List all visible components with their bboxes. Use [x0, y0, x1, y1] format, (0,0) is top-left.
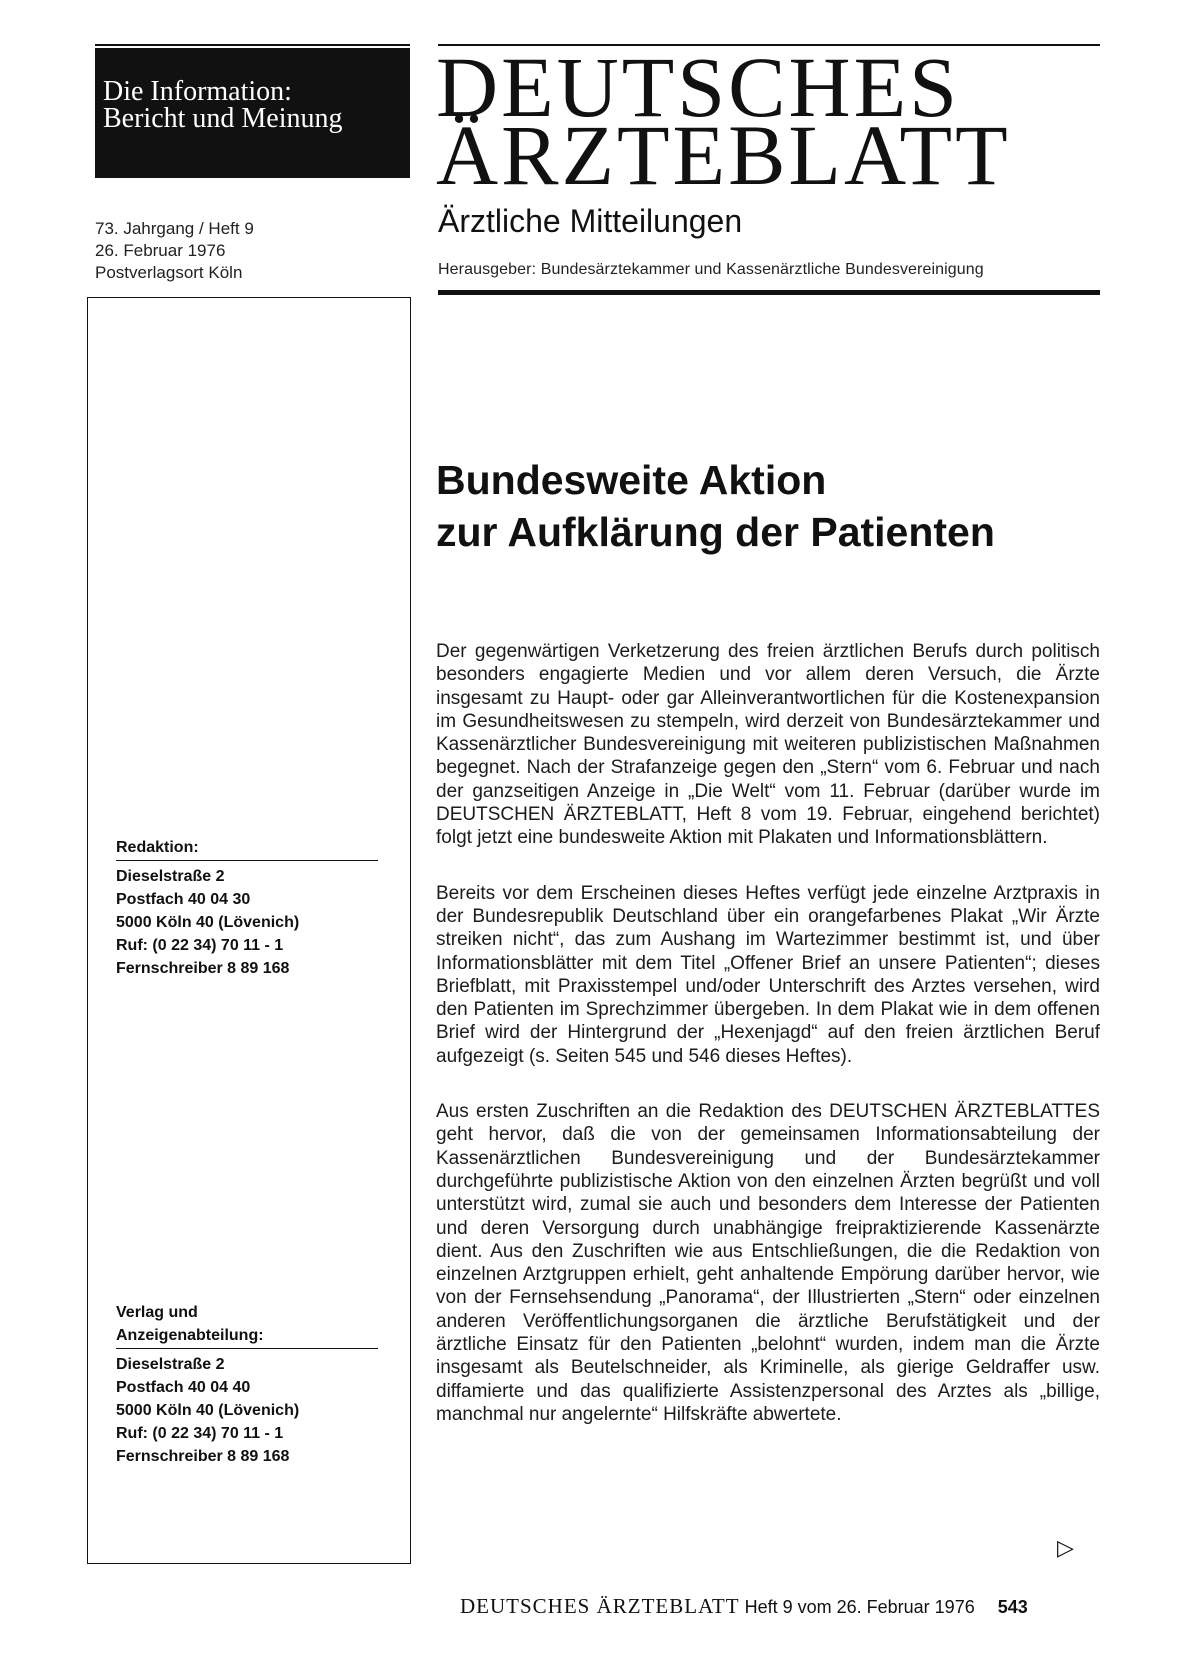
- verlag-heading-line1: Verlag und: [116, 1304, 198, 1321]
- article-headline: [436, 454, 995, 558]
- issue-date: 26. Februar 1976: [95, 241, 226, 260]
- page-footer: [460, 1594, 1028, 1619]
- verlag-line: Postfach 40 04 40: [116, 1379, 251, 1396]
- body-paragraph-2: Bereits vor dem Erscheinen dieses Heftes verfügt jede einzelne Arztpraxis in der Bundesrepublik Deutschland über ein orangefarbenes Plakat „Wir Ärzte streiken nicht“, das zum Aushang im Wartezimmer bestimmt ist, und über Informationsblätter mit dem Titel „Offener Brief an unsere Patienten“; dieses Briefblatt, mit Praxisstempel und/oder Unterschrift des Arztes versehen, wird den Patienten im Sprechzimmer übergeben. In dem Plakat wie in dem offenen Brief wird der Hintergrund der „Hexenjagd“ auf den freien ärztlichen Beruf aufgezeigt (s. Seiten 545 und 546 dieses Heftes).: [436, 882, 1100, 1067]
- article-body: [436, 640, 1100, 1458]
- footer-journal: DEUTSCHES ÄRZTEBLATT: [460, 1594, 740, 1618]
- section-label-box: [95, 48, 410, 178]
- continue-arrow-icon: ▷: [1057, 1535, 1074, 1560]
- redaktion-line: Postfach 40 04 30: [116, 891, 251, 908]
- masthead-publisher: Herausgeber: Bundesärztekammer und Kassenärztliche Bundesvereinigung: [438, 261, 984, 278]
- verlag-line: 5000 Köln 40 (Lövenich): [116, 1402, 300, 1419]
- sidebar-box: [87, 297, 411, 1564]
- redaktion-line: Dieselstraße 2: [116, 868, 225, 885]
- page-number: 543: [997, 1597, 1028, 1617]
- masthead-subtitle: Ärztliche Mitteilungen: [438, 203, 743, 239]
- top-rule-left: [95, 44, 410, 46]
- headline-line1: Bundesweite Aktion: [436, 457, 827, 503]
- verlag-line: Fernschreiber 8 89 168: [116, 1448, 290, 1465]
- redaktion-block: [116, 836, 378, 980]
- footer-issue: Heft 9 vom 26. Februar 1976: [744, 1597, 975, 1617]
- verlag-line: Ruf: (0 22 34) 70 11 - 1: [116, 1425, 284, 1442]
- masthead-rule: [438, 290, 1100, 295]
- section-label-line1: Die Information:: [103, 76, 292, 107]
- redaktion-line: Ruf: (0 22 34) 70 11 - 1: [116, 937, 284, 954]
- redaktion-line: 5000 Köln 40 (Lövenich): [116, 914, 300, 931]
- redaktion-heading: Redaktion:: [116, 836, 378, 861]
- headline-line2: zur Aufklärung der Patienten: [436, 509, 995, 555]
- issue-postal: Postverlagsort Köln: [95, 263, 243, 282]
- body-paragraph-3: Aus ersten Zuschriften an die Redaktion des DEUTSCHEN ÄRZTEBLATTES geht hervor, daß die von der gemeinsamen Informationsabteilung der Kassenärztlichen Bundesvereinigung und der Bundesärztekammer durchgeführte publizistische Aktion von den einzelnen Ärzten begrüßt und voll unterstützt wird, zumal sie auch und besonders dem Interesse der Patienten und deren Versorgung durch unabhängige freipraktizierende Kassenärzte dient. Aus den Zuschriften wie aus Entschließungen, die die Redaktion von einzelnen Arztgruppen erhielt, geht anhaltende Empörung darüber hervor, wie von der Fernsehsendung „Panorama“, der Illustrierten „Stern“ oder einzelnen anderen Veröffentlichungsorganen die ärztliche Berufstätigkeit und der ärztliche Einsatz für den Patienten „belohnt“ wurden, indem man die Ärzte insgesamt als Beutelschneider, als Kriminelle, als gierige Geldraffer usw. diffamierte und das qualifizierte Assistenzpersonal des Arztes als „billige, manchmal nur angelernte“ Hilfskräfte abwertete.: [436, 1101, 1100, 1425]
- body-paragraph-1: Der gegenwärtigen Verketzerung des freien ärztlichen Berufs durch politisch besonders engagierte Medien und vor allem deren Versuch, die Ärzte insgesamt zu Haupt- oder gar Alleinverantwortlichen für die Kostenexpansion im Gesundheitswesen zu stempeln, wird derzeit von Bundesärztekammer und Kassenärztlicher Bundesvereinigung mit weiteren publizistischen Maßnahmen begegnet. Nach der Strafanzeige gegen den „Stern“ vom 6. Februar und nach der ganzseitigen Anzeige in „Die Welt“ vom 11. Februar (darüber wurde im DEUTSCHEN ÄRZTEBLATT, Heft 8 vom 19. Februar, eingehend berichtet) folgt jetzt eine bundesweite Aktion mit Plakaten und Informationsblättern.: [436, 641, 1100, 849]
- issue-volume: 73. Jahrgang / Heft 9: [95, 219, 254, 238]
- verlag-line: Dieselstraße 2: [116, 1356, 225, 1373]
- issue-info: [95, 218, 254, 284]
- verlag-heading-line2: Anzeigenabteilung:: [116, 1324, 378, 1349]
- verlag-block: [116, 1301, 378, 1468]
- masthead-title-line2: ÄRZTEBLATT: [436, 107, 1011, 203]
- masthead-title-line1: DEUTSCHES: [436, 39, 960, 135]
- section-label-line2: Bericht und Meinung: [103, 103, 343, 134]
- redaktion-line: Fernschreiber 8 89 168: [116, 960, 290, 977]
